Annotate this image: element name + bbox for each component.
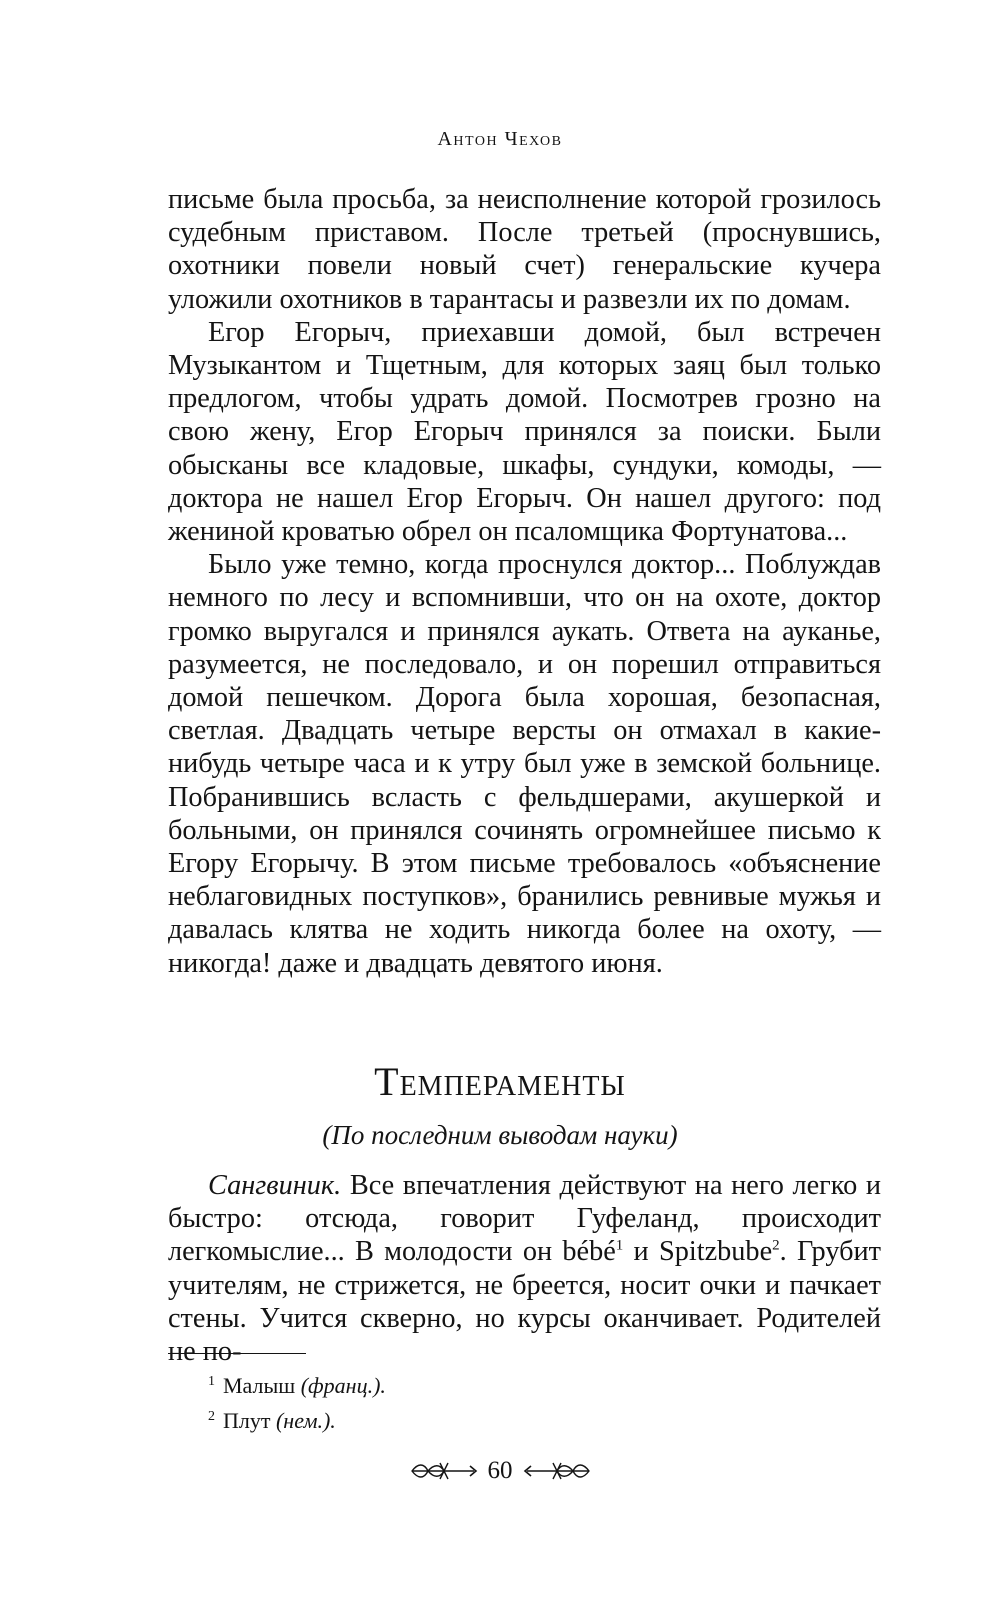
page-number: 60 (487, 1457, 513, 1484)
footnote-divider (168, 1353, 306, 1354)
paragraph: Егор Егорыч, приехавши домой, был встречен Музыкантом и Тщетным, для которых заяц был только предлогом, чтобы удрать домой. Посмотрев грозно на свою жену, Егор Егорыч принялся за поиски. Были обысканы все кладовые, шкафы, сундуки, комоды, — доктора не нашел Егор Егорыч. Он нашел другого: под жениной кроватью обрел он псаломщика Фортунатова... (168, 316, 881, 548)
footnote-mark: 2 (208, 1409, 215, 1424)
paragraph-text: Все впечатления действуют на него легко и быстро: отсюда, говорит Гуфеланд, происходит легкомыслие... В молодости он (168, 1170, 881, 1268)
folio (0, 1456, 1000, 1486)
paragraph: письме была просьба, за неисполнение которой грозилось судебным приставом. После третьей (проснувшись, охотники повели новый счет) генеральские кучера уложили охотников в тарантасы и развезли их по домам. (168, 184, 881, 315)
section-body (168, 1169, 881, 1368)
paragraph-lead: Сангвиник. (208, 1170, 342, 1201)
footnote-text: Плут (223, 1408, 276, 1433)
footnote-ref[interactable]: 2 (772, 1237, 780, 1254)
footnote-mark: 1 (208, 1374, 215, 1389)
paragraph (168, 1169, 881, 1368)
paragraph-text: и (623, 1236, 659, 1268)
footnote-lang: (франц.). (300, 1373, 386, 1398)
footnote-ref[interactable]: 1 (615, 1237, 624, 1254)
footnote (208, 1366, 386, 1401)
ornament-left-icon (410, 1460, 478, 1482)
footnote-text: Малыш (223, 1373, 301, 1398)
ornament-right-icon (523, 1460, 591, 1482)
footnotes (208, 1366, 386, 1436)
section-subtitle: (По последним выводам науки) (322, 1120, 678, 1150)
running-head: Антон Чехов (437, 128, 563, 150)
footnote (208, 1401, 386, 1436)
foreign-term: Spitzbube (658, 1236, 773, 1268)
footnote-lang: (нем.). (275, 1408, 336, 1433)
foreign-term: bébé (562, 1236, 616, 1268)
story-continuation (168, 183, 881, 980)
paragraph: Было уже темно, когда проснулся доктор... Поблуждав немного по лесу и вспомнивши, что он на охоте, доктор громко выругался и принялся аукать. Ответа на ауканье, разумеется, не последовало, и он порешил отправиться домой пешечком. Дорога была хорошая, безопасная, светлая. Двадцать четыре версты он отмахал в какие-нибудь четыре часа и к утру был уже в земской больнице. Побранившись всласть с фельдшерами, акушеркой и больными, он принялся сочинять огромнейшее письмо к Егору Егорычу. В этом письме требовалось «объяснение неблаговидных поступков», бранились ревнивые мужья и давалась клятва не ходить никогда более на охоту, — никогда! даже и двадцать девятого июня. (168, 549, 881, 979)
paragraph-text: . Грубит учителям, не стрижется, не бреется, носит очки и пачкает стены. Учится скверно, но курсы оканчивает. Родителей не по- (168, 1236, 882, 1368)
section-title: Темпераменты (374, 1059, 626, 1104)
